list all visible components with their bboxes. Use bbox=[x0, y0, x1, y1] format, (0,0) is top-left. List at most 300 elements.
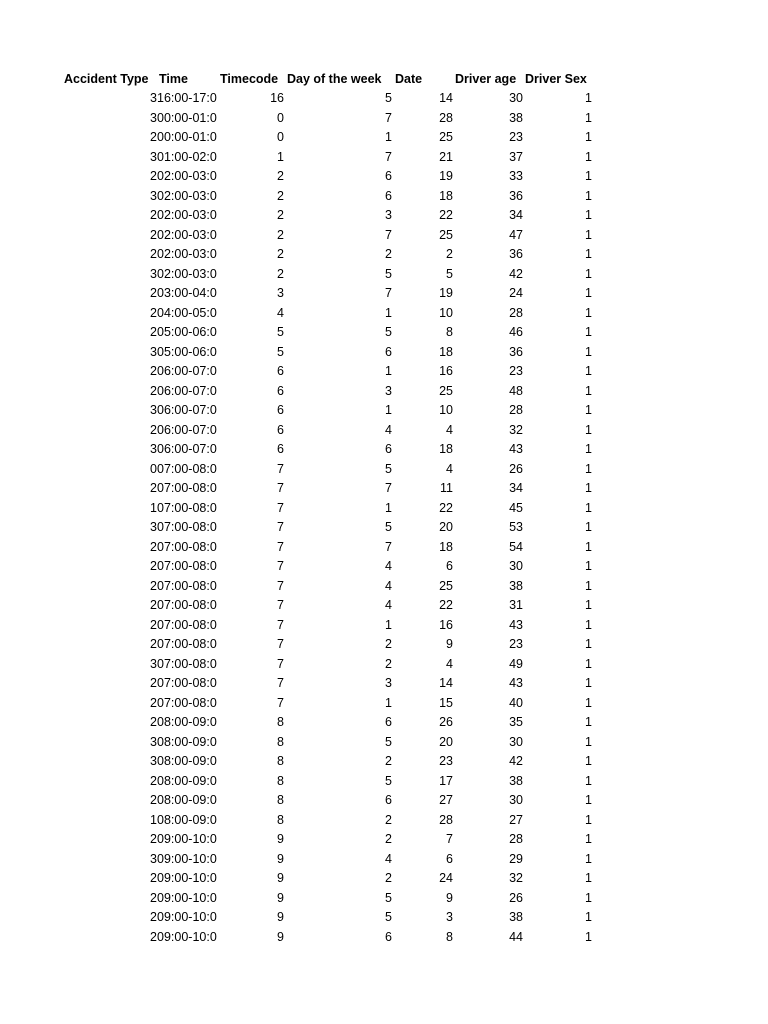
cell-driver-sex: 1 bbox=[585, 559, 592, 573]
cell-accident-type: 3 bbox=[150, 266, 157, 281]
cell-day-of-week: 1 bbox=[385, 364, 392, 378]
cell-driver-age: 46 bbox=[509, 325, 523, 339]
cell-driver-age: 44 bbox=[509, 929, 523, 944]
cell-date: 18 bbox=[439, 188, 453, 203]
cell-accident-type: 2 bbox=[150, 871, 157, 885]
cell-time: 07:00-08:0 bbox=[157, 617, 217, 632]
cell-accident-type: 2 bbox=[150, 637, 157, 651]
cell-timecode: 9 bbox=[277, 851, 284, 866]
cell-timecode: 7 bbox=[277, 539, 284, 554]
cell-day-of-week: 5 bbox=[385, 266, 392, 281]
cell-day-of-week: 6 bbox=[385, 344, 392, 359]
cell-day-of-week: 4 bbox=[385, 559, 392, 573]
cell-time: 08:00-09:0 bbox=[157, 715, 217, 729]
cell-time: 06:00-07:0 bbox=[157, 442, 217, 456]
cell-date: 4 bbox=[446, 461, 453, 476]
header-time: Time bbox=[159, 72, 188, 86]
cell-day-of-week: 4 bbox=[385, 598, 392, 612]
cell-driver-sex: 1 bbox=[585, 500, 592, 515]
cell-accident-type: 2 bbox=[150, 832, 157, 846]
cell-day-of-week: 6 bbox=[385, 442, 392, 456]
cell-date: 4 bbox=[446, 656, 453, 671]
cell-accident-type: 3 bbox=[150, 188, 157, 203]
cell-driver-sex: 1 bbox=[585, 227, 592, 242]
cell-timecode: 5 bbox=[277, 344, 284, 359]
cell-time: 07:00-08:0 bbox=[157, 695, 217, 710]
cell-day-of-week: 5 bbox=[385, 734, 392, 749]
cell-driver-sex: 1 bbox=[585, 656, 592, 671]
cell-driver-sex: 1 bbox=[585, 403, 592, 417]
cell-day-of-week: 7 bbox=[385, 481, 392, 495]
cell-time: 07:00-08:0 bbox=[157, 461, 217, 476]
cell-date: 16 bbox=[439, 617, 453, 632]
cell-driver-sex: 1 bbox=[585, 481, 592, 495]
cell-timecode: 9 bbox=[277, 890, 284, 905]
cell-date: 7 bbox=[446, 832, 453, 846]
cell-driver-age: 26 bbox=[509, 461, 523, 476]
cell-driver-sex: 1 bbox=[585, 130, 592, 144]
cell-accident-type: 2 bbox=[150, 578, 157, 593]
header-driver-age: Driver age bbox=[455, 72, 517, 86]
cell-date: 8 bbox=[446, 325, 453, 339]
cell-driver-age: 26 bbox=[509, 890, 523, 905]
cell-accident-type: 3 bbox=[150, 656, 157, 671]
cell-driver-sex: 1 bbox=[585, 286, 592, 300]
cell-driver-age: 45 bbox=[509, 500, 523, 515]
cell-date: 10 bbox=[439, 305, 453, 320]
cell-accident-type: 2 bbox=[150, 773, 157, 788]
cell-driver-sex: 1 bbox=[585, 461, 592, 476]
cell-date: 9 bbox=[446, 890, 453, 905]
cell-date: 3 bbox=[446, 910, 453, 924]
cell-driver-age: 23 bbox=[509, 364, 523, 378]
header-driver-sex: Driver Sex bbox=[525, 72, 587, 86]
cell-time: 07:00-08:0 bbox=[157, 500, 217, 515]
cell-timecode: 16 bbox=[270, 91, 284, 105]
cell-day-of-week: 3 bbox=[385, 676, 392, 690]
cell-timecode: 9 bbox=[277, 832, 284, 846]
cell-accident-type: 2 bbox=[150, 910, 157, 924]
cell-driver-sex: 1 bbox=[585, 208, 592, 222]
cell-accident-type: 2 bbox=[150, 695, 157, 710]
cell-date: 20 bbox=[439, 734, 453, 749]
cell-day-of-week: 2 bbox=[385, 832, 392, 846]
cell-driver-age: 28 bbox=[509, 305, 523, 320]
cell-driver-sex: 1 bbox=[585, 715, 592, 729]
cell-date: 25 bbox=[439, 383, 453, 398]
cell-date: 24 bbox=[439, 871, 453, 885]
cell-date: 22 bbox=[439, 500, 453, 515]
header-day-of-week: Day of the week bbox=[287, 72, 382, 86]
cell-driver-age: 43 bbox=[509, 617, 523, 632]
cell-timecode: 8 bbox=[277, 715, 284, 729]
cell-day-of-week: 4 bbox=[385, 851, 392, 866]
cell-accident-type: 2 bbox=[150, 559, 157, 573]
cell-driver-age: 24 bbox=[509, 286, 523, 300]
cell-date: 16 bbox=[439, 364, 453, 378]
cell-timecode: 9 bbox=[277, 929, 284, 944]
cell-accident-type: 2 bbox=[150, 169, 157, 183]
cell-driver-sex: 1 bbox=[585, 793, 592, 807]
cell-time: 06:00-07:0 bbox=[157, 422, 217, 437]
cell-day-of-week: 6 bbox=[385, 715, 392, 729]
cell-accident-type: 0 bbox=[150, 461, 157, 476]
cell-driver-sex: 1 bbox=[585, 871, 592, 885]
cell-day-of-week: 6 bbox=[385, 169, 392, 183]
cell-time: 02:00-03:0 bbox=[157, 227, 217, 242]
cell-date: 17 bbox=[439, 773, 453, 788]
cell-date: 11 bbox=[440, 481, 453, 495]
cell-time: 08:00-09:0 bbox=[157, 734, 217, 749]
cell-time: 06:00-07:0 bbox=[157, 383, 217, 398]
cell-day-of-week: 6 bbox=[385, 188, 392, 203]
cell-driver-age: 36 bbox=[509, 344, 523, 359]
header-timecode: Timecode bbox=[220, 72, 279, 86]
cell-driver-age: 42 bbox=[509, 754, 523, 768]
cell-time: 04:00-05:0 bbox=[157, 305, 217, 320]
cell-day-of-week: 5 bbox=[385, 461, 392, 476]
cell-driver-sex: 1 bbox=[585, 149, 592, 164]
cell-day-of-week: 2 bbox=[385, 247, 392, 261]
cell-time: 02:00-03:0 bbox=[157, 266, 217, 281]
cell-driver-sex: 1 bbox=[585, 539, 592, 554]
cell-day-of-week: 2 bbox=[385, 656, 392, 671]
cell-driver-sex: 1 bbox=[585, 422, 592, 437]
cell-driver-age: 38 bbox=[509, 578, 523, 593]
cell-day-of-week: 7 bbox=[385, 149, 392, 164]
cell-date: 15 bbox=[439, 695, 453, 710]
cell-day-of-week: 1 bbox=[385, 695, 392, 710]
cell-driver-age: 47 bbox=[509, 227, 523, 242]
cell-driver-age: 30 bbox=[509, 793, 523, 807]
cell-driver-age: 38 bbox=[509, 910, 523, 924]
cell-accident-type: 2 bbox=[150, 227, 157, 242]
header-accident-type: Accident Type bbox=[64, 72, 149, 86]
cell-driver-sex: 1 bbox=[585, 442, 592, 456]
cell-time: 09:00-10:0 bbox=[157, 929, 217, 944]
cell-date: 25 bbox=[439, 227, 453, 242]
cell-time: 02:00-03:0 bbox=[157, 169, 217, 183]
cell-day-of-week: 1 bbox=[385, 403, 392, 417]
cell-day-of-week: 4 bbox=[385, 422, 392, 437]
cell-time: 09:00-10:0 bbox=[157, 871, 217, 885]
cell-date: 8 bbox=[446, 929, 453, 944]
cell-accident-type: 2 bbox=[150, 617, 157, 632]
cell-driver-age: 43 bbox=[509, 676, 523, 690]
cell-date: 4 bbox=[446, 422, 453, 437]
cell-timecode: 4 bbox=[277, 305, 284, 320]
cell-timecode: 3 bbox=[277, 286, 284, 300]
cell-timecode: 2 bbox=[277, 208, 284, 222]
cell-accident-type: 2 bbox=[150, 676, 157, 690]
cell-timecode: 8 bbox=[277, 793, 284, 807]
cell-time: 08:00-09:0 bbox=[157, 754, 217, 768]
cell-driver-age: 42 bbox=[509, 266, 523, 281]
cell-timecode: 0 bbox=[277, 110, 284, 125]
cell-driver-sex: 1 bbox=[585, 91, 592, 105]
cell-accident-type: 2 bbox=[150, 422, 157, 437]
cell-timecode: 7 bbox=[277, 656, 284, 671]
cell-time: 08:00-09:0 bbox=[157, 812, 217, 827]
cell-driver-sex: 1 bbox=[585, 305, 592, 320]
cell-driver-age: 34 bbox=[509, 208, 523, 222]
cell-driver-age: 28 bbox=[509, 832, 523, 846]
cell-day-of-week: 2 bbox=[385, 812, 392, 827]
cell-accident-type: 3 bbox=[150, 520, 157, 534]
cell-driver-sex: 1 bbox=[585, 637, 592, 651]
cell-driver-age: 54 bbox=[509, 539, 523, 554]
cell-timecode: 7 bbox=[277, 559, 284, 573]
cell-driver-age: 43 bbox=[509, 442, 523, 456]
cell-accident-type: 2 bbox=[150, 929, 157, 944]
cell-timecode: 8 bbox=[277, 773, 284, 788]
cell-accident-type: 2 bbox=[150, 539, 157, 554]
cell-driver-sex: 1 bbox=[585, 617, 592, 632]
cell-time: 07:00-08:0 bbox=[157, 481, 217, 495]
cell-date: 18 bbox=[439, 344, 453, 359]
cell-date: 21 bbox=[439, 149, 453, 164]
cell-timecode: 2 bbox=[277, 169, 284, 183]
cell-driver-age: 36 bbox=[509, 247, 523, 261]
header-date: Date bbox=[395, 72, 423, 86]
cell-driver-sex: 1 bbox=[585, 325, 592, 339]
cell-day-of-week: 5 bbox=[385, 91, 392, 105]
cell-time: 07:00-08:0 bbox=[157, 598, 217, 612]
cell-time: 09:00-10:0 bbox=[157, 890, 217, 905]
cell-timecode: 2 bbox=[277, 266, 284, 281]
cell-accident-type: 3 bbox=[150, 734, 157, 749]
cell-time: 07:00-08:0 bbox=[157, 539, 217, 554]
cell-date: 28 bbox=[439, 812, 453, 827]
cell-time: 03:00-04:0 bbox=[157, 286, 217, 300]
cell-accident-type: 3 bbox=[150, 110, 157, 125]
cell-driver-sex: 1 bbox=[585, 110, 592, 125]
cell-time: 07:00-08:0 bbox=[157, 559, 217, 573]
cell-timecode: 6 bbox=[277, 442, 284, 456]
cell-day-of-week: 1 bbox=[385, 305, 392, 320]
cell-timecode: 2 bbox=[277, 188, 284, 203]
cell-driver-sex: 1 bbox=[585, 929, 592, 944]
cell-date: 18 bbox=[439, 442, 453, 456]
cell-time: 07:00-08:0 bbox=[157, 637, 217, 651]
cell-date: 2 bbox=[446, 247, 453, 261]
cell-timecode: 6 bbox=[277, 422, 284, 437]
cell-date: 14 bbox=[439, 91, 453, 105]
cell-day-of-week: 5 bbox=[385, 773, 392, 788]
cell-driver-sex: 1 bbox=[585, 734, 592, 749]
cell-driver-age: 31 bbox=[509, 598, 523, 612]
cell-time: 02:00-03:0 bbox=[157, 208, 217, 222]
cell-day-of-week: 4 bbox=[385, 578, 392, 593]
cell-driver-age: 34 bbox=[509, 481, 523, 495]
cell-timecode: 5 bbox=[277, 325, 284, 339]
cell-date: 23 bbox=[439, 754, 453, 768]
cell-driver-age: 53 bbox=[509, 520, 523, 534]
cell-time: 05:00-06:0 bbox=[157, 325, 217, 339]
cell-time: 07:00-08:0 bbox=[157, 520, 217, 534]
cell-timecode: 7 bbox=[277, 461, 284, 476]
cell-day-of-week: 7 bbox=[385, 227, 392, 242]
cell-timecode: 7 bbox=[277, 520, 284, 534]
cell-accident-type: 1 bbox=[150, 500, 157, 515]
cell-day-of-week: 5 bbox=[385, 910, 392, 924]
cell-day-of-week: 7 bbox=[385, 110, 392, 125]
cell-date: 14 bbox=[439, 676, 453, 690]
cell-driver-age: 30 bbox=[509, 91, 523, 105]
cell-accident-type: 2 bbox=[150, 305, 157, 320]
cell-day-of-week: 3 bbox=[385, 208, 392, 222]
cell-driver-age: 32 bbox=[509, 871, 523, 885]
cell-timecode: 8 bbox=[277, 734, 284, 749]
cell-driver-age: 48 bbox=[509, 383, 523, 398]
cell-timecode: 2 bbox=[277, 227, 284, 242]
cell-date: 19 bbox=[439, 286, 453, 300]
cell-accident-type: 3 bbox=[150, 344, 157, 359]
cell-accident-type: 2 bbox=[150, 481, 157, 495]
cell-timecode: 8 bbox=[277, 812, 284, 827]
cell-driver-age: 27 bbox=[509, 812, 523, 827]
cell-time: 00:00-01:0 bbox=[157, 130, 217, 144]
cell-date: 6 bbox=[446, 559, 453, 573]
cell-date: 18 bbox=[439, 539, 453, 554]
cell-driver-sex: 1 bbox=[585, 832, 592, 846]
cell-time: 09:00-10:0 bbox=[157, 851, 217, 866]
cell-driver-sex: 1 bbox=[585, 851, 592, 866]
cell-day-of-week: 1 bbox=[385, 617, 392, 632]
cell-timecode: 7 bbox=[277, 676, 284, 690]
cell-day-of-week: 2 bbox=[385, 871, 392, 885]
cell-time: 06:00-07:0 bbox=[157, 364, 217, 378]
cell-date: 9 bbox=[446, 637, 453, 651]
cell-time: 07:00-08:0 bbox=[157, 676, 217, 690]
cell-driver-sex: 1 bbox=[585, 910, 592, 924]
cell-driver-age: 49 bbox=[509, 656, 523, 671]
cell-driver-sex: 1 bbox=[585, 812, 592, 827]
cell-accident-type: 2 bbox=[150, 325, 157, 339]
cell-day-of-week: 6 bbox=[385, 929, 392, 944]
cell-date: 25 bbox=[439, 130, 453, 144]
cell-accident-type: 2 bbox=[150, 598, 157, 612]
cell-driver-age: 38 bbox=[509, 773, 523, 788]
cell-driver-sex: 1 bbox=[585, 383, 592, 398]
cell-driver-age: 37 bbox=[509, 149, 523, 164]
cell-driver-sex: 1 bbox=[585, 676, 592, 690]
cell-accident-type: 3 bbox=[150, 754, 157, 768]
cell-driver-age: 23 bbox=[509, 637, 523, 651]
cell-time: 07:00-08:0 bbox=[157, 656, 217, 671]
cell-time: 09:00-10:0 bbox=[157, 910, 217, 924]
cell-date: 26 bbox=[439, 715, 453, 729]
cell-accident-type: 2 bbox=[150, 383, 157, 398]
cell-time: 00:00-01:0 bbox=[157, 110, 217, 125]
cell-day-of-week: 6 bbox=[385, 793, 392, 807]
cell-timecode: 7 bbox=[277, 617, 284, 632]
cell-driver-age: 36 bbox=[509, 188, 523, 203]
cell-accident-type: 3 bbox=[150, 149, 157, 164]
cell-date: 27 bbox=[439, 793, 453, 807]
cell-driver-sex: 1 bbox=[585, 344, 592, 359]
cell-timecode: 2 bbox=[277, 247, 284, 261]
cell-driver-sex: 1 bbox=[585, 578, 592, 593]
cell-accident-type: 3 bbox=[150, 91, 157, 105]
cell-driver-age: 30 bbox=[509, 734, 523, 749]
cell-driver-sex: 1 bbox=[585, 364, 592, 378]
cell-day-of-week: 1 bbox=[385, 500, 392, 515]
cell-timecode: 7 bbox=[277, 578, 284, 593]
cell-timecode: 6 bbox=[277, 364, 284, 378]
cell-date: 28 bbox=[439, 110, 453, 125]
cell-date: 20 bbox=[439, 520, 453, 534]
cell-time: 02:00-03:0 bbox=[157, 188, 217, 203]
cell-driver-age: 33 bbox=[509, 169, 523, 183]
cell-accident-type: 2 bbox=[150, 793, 157, 807]
cell-timecode: 7 bbox=[277, 695, 284, 710]
cell-driver-age: 35 bbox=[509, 715, 523, 729]
cell-driver-sex: 1 bbox=[585, 520, 592, 534]
cell-day-of-week: 5 bbox=[385, 325, 392, 339]
cell-day-of-week: 5 bbox=[385, 890, 392, 905]
cell-time: 08:00-09:0 bbox=[157, 773, 217, 788]
cell-accident-type: 3 bbox=[150, 403, 157, 417]
cell-driver-age: 30 bbox=[509, 559, 523, 573]
cell-day-of-week: 5 bbox=[385, 520, 392, 534]
cell-timecode: 9 bbox=[277, 910, 284, 924]
cell-date: 6 bbox=[446, 851, 453, 866]
cell-driver-age: 23 bbox=[509, 130, 523, 144]
cell-driver-age: 28 bbox=[509, 403, 523, 417]
cell-day-of-week: 7 bbox=[385, 286, 392, 300]
cell-date: 10 bbox=[439, 403, 453, 417]
cell-time: 06:00-07:0 bbox=[157, 403, 217, 417]
cell-accident-type: 3 bbox=[150, 851, 157, 866]
cell-driver-sex: 1 bbox=[585, 188, 592, 203]
cell-accident-type: 2 bbox=[150, 890, 157, 905]
cell-time: 16:00-17:0 bbox=[157, 91, 217, 105]
cell-driver-age: 29 bbox=[509, 851, 523, 866]
cell-date: 22 bbox=[439, 598, 453, 612]
cell-accident-type: 2 bbox=[150, 208, 157, 222]
cell-driver-sex: 1 bbox=[585, 169, 592, 183]
cell-timecode: 6 bbox=[277, 403, 284, 417]
cell-day-of-week: 7 bbox=[385, 539, 392, 554]
cell-accident-type: 2 bbox=[150, 247, 157, 261]
cell-driver-age: 40 bbox=[509, 695, 523, 710]
cell-accident-type: 2 bbox=[150, 364, 157, 378]
cell-timecode: 7 bbox=[277, 481, 284, 495]
cell-accident-type: 2 bbox=[150, 130, 157, 144]
cell-accident-type: 2 bbox=[150, 286, 157, 300]
cell-time: 08:00-09:0 bbox=[157, 793, 217, 807]
cell-timecode: 8 bbox=[277, 754, 284, 768]
cell-timecode: 7 bbox=[277, 637, 284, 651]
cell-driver-sex: 1 bbox=[585, 890, 592, 905]
cell-day-of-week: 2 bbox=[385, 637, 392, 651]
cell-time: 07:00-08:0 bbox=[157, 578, 217, 593]
cell-timecode: 6 bbox=[277, 383, 284, 398]
cell-date: 19 bbox=[439, 169, 453, 183]
cell-time: 01:00-02:0 bbox=[157, 149, 217, 164]
cell-time: 09:00-10:0 bbox=[157, 832, 217, 846]
cell-day-of-week: 1 bbox=[385, 130, 392, 144]
cell-timecode: 1 bbox=[277, 149, 284, 164]
cell-timecode: 7 bbox=[277, 500, 284, 515]
cell-driver-sex: 1 bbox=[585, 754, 592, 768]
cell-driver-sex: 1 bbox=[585, 695, 592, 710]
cell-driver-age: 32 bbox=[509, 422, 523, 437]
cell-date: 25 bbox=[439, 578, 453, 593]
cell-time: 02:00-03:0 bbox=[157, 247, 217, 261]
cell-accident-type: 2 bbox=[150, 715, 157, 729]
